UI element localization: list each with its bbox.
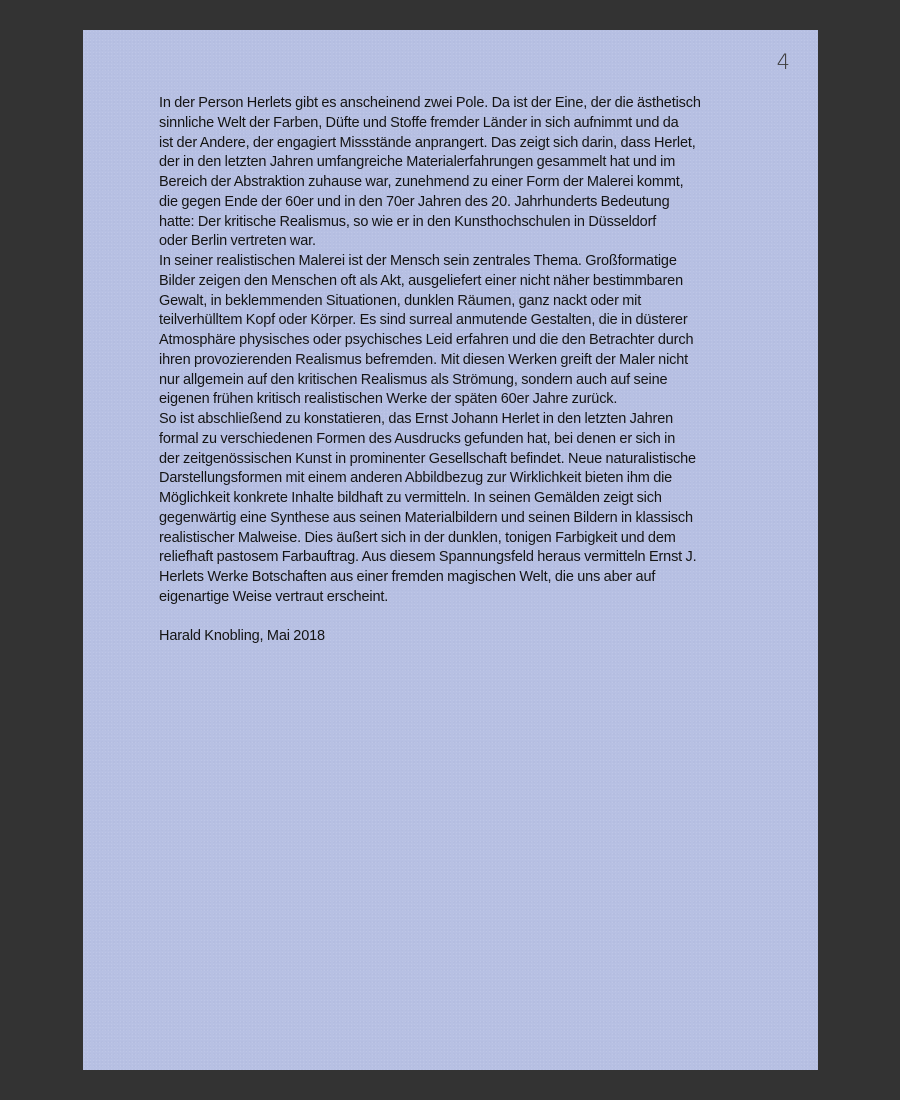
text-line: Darstellungsformen mit einem anderen Abbildbezug zur Wirklichkeit bieten ihm die [159, 470, 673, 487]
text-line: nur allgemein auf den kritischen Realismus als Strömung, sondern auch auf seine [159, 371, 668, 388]
text-line: formal zu verschiedenen Formen des Ausdrucks gefunden hat, bei denen er sich in [159, 430, 676, 447]
text-line: der zeitgenössischen Kunst in prominenter Gesellschaft befindet. Neue naturalistische [159, 450, 696, 467]
signature: Harald Knobling, Mai 2018 [159, 628, 325, 645]
text-line: In der Person Herlets gibt es anscheinend zwei Pole. Da ist der Eine, der die ästhetisch [159, 95, 701, 111]
text-line: In seiner realistischen Malerei ist der Mensch sein zentrales Thema. Großformatige [159, 253, 677, 269]
document-page [83, 30, 818, 1070]
text-line: realistischer Malweise. Dies äußert sich in der dunklen, tonigen Farbigkeit und dem [159, 529, 676, 546]
text-line: Bereich der Abstraktion zuhause war, zunehmend zu einer Form der Malerei kommt, [159, 174, 684, 190]
text-line: der in den letzten Jahren umfangreiche Materialerfahrungen gesammelt hat und im [159, 154, 676, 171]
text-line: Bilder zeigen den Menschen oft als Akt, ausgeliefert einer nicht näher bestimmbaren [159, 272, 683, 289]
text-line: Atmosphäre physisches oder psychisches Leid erfahren und die den Betrachter durch [159, 332, 694, 348]
text-line: Herlets Werke Botschaften aus einer fremden magischen Welt, die uns aber auf [159, 569, 656, 585]
text-line: die gegen Ende der 60er und in den 70er Jahren des 20. Jahrhunderts Bedeutung [159, 193, 670, 210]
text-line: Möglichkeit konkrete Inhalte bildhaft zu vermitteln. In seinen Gemälden zeigt sich [159, 490, 662, 506]
text-line: Gewalt, in beklemmenden Situationen, dunklen Räumen, ganz nackt oder mit [159, 292, 642, 309]
text-line: teilverhülltem Kopf oder Körper. Es sind surreal anmutende Gestalten, die in düsterer [159, 312, 688, 329]
text-line: hatte: Der kritische Realismus, so wie er in den Kunsthochschulen in Düsseldorf [159, 213, 657, 230]
text-line: gegenwärtig eine Synthese aus seinen Materialbildern und seinen Bildern in klassisch [159, 509, 693, 526]
page-number: 4 [776, 50, 790, 74]
text-line: So ist abschließend zu konstatieren, das Ernst Johann Herlet in den letzten Jahren [159, 411, 674, 427]
body-text [159, 94, 759, 647]
text-line: ist der Andere, der engagiert Missstände anprangert. Das zeigt sich darin, dass Herlet, [159, 134, 696, 151]
text-line: sinnliche Welt der Farben, Düfte und Stoffe fremder Länder in sich aufnimmt und da [159, 114, 679, 131]
text-line: eigenartige Weise vertraut erscheint. [159, 588, 389, 605]
text-line: eigenen frühen kritisch realistischen Werke der späten 60er Jahre zurück. [159, 391, 618, 408]
text-line: oder Berlin vertreten war. [159, 233, 316, 250]
text-line: ihren provozierenden Realismus befremden. Mit diesen Werken greift der Maler nicht [159, 351, 689, 368]
text-line: reliefhaft pastosem Farbauftrag. Aus diesem Spannungsfeld heraus vermitteln Ernst J. [159, 549, 697, 566]
paragraph-gap [159, 608, 759, 628]
